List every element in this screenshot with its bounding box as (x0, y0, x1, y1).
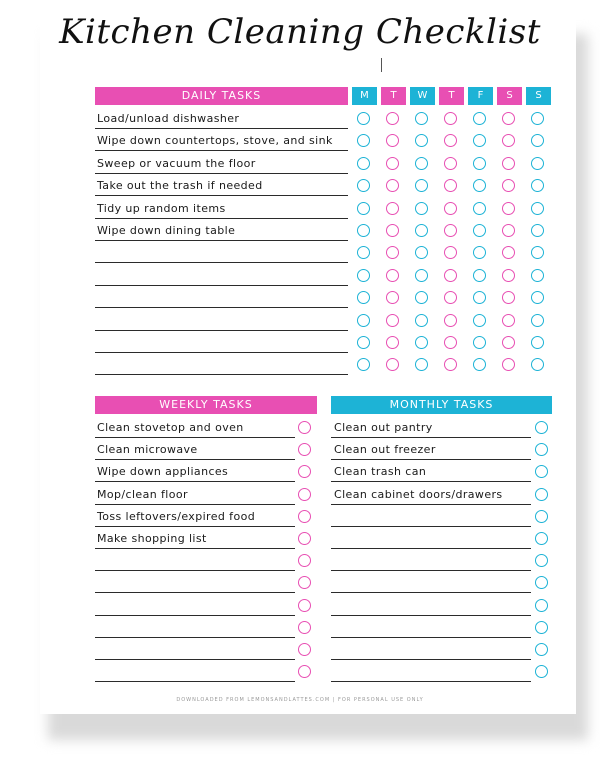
task-line (331, 504, 531, 505)
checkbox-circle[interactable] (386, 336, 399, 349)
weekly-task-label: Wipe down appliances (97, 465, 229, 479)
monthly-task-label: Clean out freezer (334, 443, 436, 457)
task-line (95, 615, 295, 616)
weekday-header-5: S (497, 87, 522, 105)
checkbox-circle[interactable] (502, 112, 515, 125)
weekday-header-0: M (352, 87, 377, 105)
checkbox-circle[interactable] (444, 314, 457, 327)
checkbox-circle[interactable] (415, 112, 428, 125)
weekly-tasks-header: WEEKLY TASKS (95, 396, 317, 414)
checkbox-circle[interactable] (415, 314, 428, 327)
text-cursor (381, 58, 382, 72)
task-line (95, 659, 295, 660)
checkbox-circle[interactable] (535, 599, 548, 612)
checkbox-circle[interactable] (415, 269, 428, 282)
daily-task-label: Take out the trash if needed (97, 179, 263, 193)
checkbox-circle[interactable] (444, 112, 457, 125)
task-line (95, 592, 295, 593)
checkbox-circle[interactable] (415, 202, 428, 215)
task-line (95, 374, 348, 375)
checkbox-circle[interactable] (357, 112, 370, 125)
task-line (331, 481, 531, 482)
checkbox-circle[interactable] (357, 157, 370, 170)
checkbox-circle[interactable] (386, 314, 399, 327)
weekly-task-label: Make shopping list (97, 532, 207, 545)
monthly-task-label: Clean cabinet doors/drawers (334, 487, 503, 501)
page-title: Kitchen Cleaning Checklist (59, 12, 541, 52)
task-line (95, 128, 348, 129)
checkbox-circle[interactable] (415, 224, 428, 237)
task-line (95, 307, 348, 308)
checkbox-circle[interactable] (531, 314, 544, 327)
checkbox-circle[interactable] (535, 510, 548, 523)
task-line (95, 681, 295, 682)
checkbox-circle[interactable] (531, 112, 544, 125)
task-line (331, 526, 531, 527)
task-line (331, 637, 531, 638)
daily-task-label: Load/unload dishwasher (97, 112, 240, 125)
task-line (95, 330, 348, 331)
checkbox-circle[interactable] (502, 224, 515, 237)
task-line (331, 615, 531, 616)
checkbox-circle[interactable] (502, 157, 515, 170)
checkbox-circle[interactable] (357, 269, 370, 282)
checkbox-circle[interactable] (473, 202, 486, 215)
checkbox-circle[interactable] (502, 336, 515, 349)
checkbox-circle[interactable] (473, 336, 486, 349)
checkbox-circle[interactable] (415, 157, 428, 170)
weekly-task-label: Clean stovetop and oven (97, 421, 244, 434)
checkbox-circle[interactable] (444, 202, 457, 215)
checkbox-circle[interactable] (444, 157, 457, 170)
task-line (95, 195, 348, 196)
task-line (95, 481, 295, 482)
checkbox-circle[interactable] (531, 157, 544, 170)
checkbox-circle[interactable] (444, 224, 457, 237)
checkbox-circle[interactable] (444, 336, 457, 349)
checkbox-circle[interactable] (531, 336, 544, 349)
checkbox-circle[interactable] (357, 224, 370, 237)
weekday-header-2: W (410, 87, 435, 105)
checkbox-circle[interactable] (535, 621, 548, 634)
checkbox-circle[interactable] (473, 269, 486, 282)
task-line (95, 504, 295, 505)
checkbox-circle[interactable] (535, 421, 548, 434)
checkbox-circle[interactable] (386, 202, 399, 215)
task-line (331, 437, 531, 438)
task-line (95, 437, 295, 438)
task-line (95, 637, 295, 638)
checkbox-circle[interactable] (298, 421, 311, 434)
checkbox-circle[interactable] (357, 336, 370, 349)
daily-task-label: Sweep or vacuum the floor (97, 156, 256, 170)
task-line (331, 548, 531, 549)
checkbox-circle[interactable] (473, 314, 486, 327)
checkbox-circle[interactable] (415, 336, 428, 349)
checkbox-circle[interactable] (444, 269, 457, 282)
checkbox-circle[interactable] (298, 643, 311, 656)
checkbox-circle[interactable] (531, 224, 544, 237)
checkbox-circle[interactable] (386, 157, 399, 170)
checkbox-circle[interactable] (298, 599, 311, 612)
weekday-header-6: S (526, 87, 551, 105)
checkbox-circle[interactable] (357, 314, 370, 327)
weekday-header-3: T (439, 87, 464, 105)
task-line (331, 459, 531, 460)
checkbox-circle[interactable] (531, 202, 544, 215)
task-line (95, 240, 348, 241)
checkbox-circle[interactable] (502, 202, 515, 215)
daily-task-label: Wipe down dining table (97, 224, 236, 237)
task-line (95, 150, 348, 151)
task-line (331, 592, 531, 593)
task-line (331, 570, 531, 571)
weekly-task-label: Mop/clean floor (97, 487, 188, 501)
checkbox-circle[interactable] (298, 510, 311, 523)
task-line (95, 285, 348, 286)
checkbox-circle[interactable] (473, 157, 486, 170)
checkbox-circle[interactable] (531, 269, 544, 282)
footer-note: DOWNLOADED FROM LEMONSANDLATTES.COM | FOR PERSONAL USE ONLY (176, 697, 424, 703)
weekly-task-label: Toss leftovers/expired food (97, 509, 256, 523)
checkbox-circle[interactable] (298, 532, 311, 545)
task-line (95, 548, 295, 549)
checkbox-circle[interactable] (535, 532, 548, 545)
monthly-task-label: Clean trash can (334, 465, 427, 479)
checkbox-circle[interactable] (473, 112, 486, 125)
checkbox-circle[interactable] (298, 488, 311, 501)
weekday-header-1: T (381, 87, 406, 105)
monthly-task-label: Clean out pantry (334, 421, 433, 434)
checkbox-circle[interactable] (535, 488, 548, 501)
daily-tasks-header: DAILY TASKS (95, 87, 348, 105)
checkbox-circle[interactable] (298, 621, 311, 634)
checkbox-circle[interactable] (357, 202, 370, 215)
checkbox-circle[interactable] (502, 314, 515, 327)
monthly-tasks-header: MONTHLY TASKS (331, 396, 552, 414)
weekly-task-label: Clean microwave (97, 443, 198, 457)
task-line (331, 659, 531, 660)
checkbox-circle[interactable] (386, 269, 399, 282)
daily-task-label: Wipe down countertops, stove, and sink (97, 134, 333, 148)
checkbox-circle[interactable] (386, 112, 399, 125)
checkbox-circle[interactable] (535, 643, 548, 656)
checkbox-circle[interactable] (473, 224, 486, 237)
checkbox-circle[interactable] (502, 269, 515, 282)
task-line (95, 352, 348, 353)
task-line (95, 459, 295, 460)
task-line (95, 218, 348, 219)
task-line (95, 262, 348, 263)
daily-task-label: Tidy up random items (97, 201, 226, 215)
task-line (95, 173, 348, 174)
task-line (331, 681, 531, 682)
checkbox-circle[interactable] (386, 224, 399, 237)
task-line (95, 570, 295, 571)
task-line (95, 526, 295, 527)
weekday-header-4: F (468, 87, 493, 105)
